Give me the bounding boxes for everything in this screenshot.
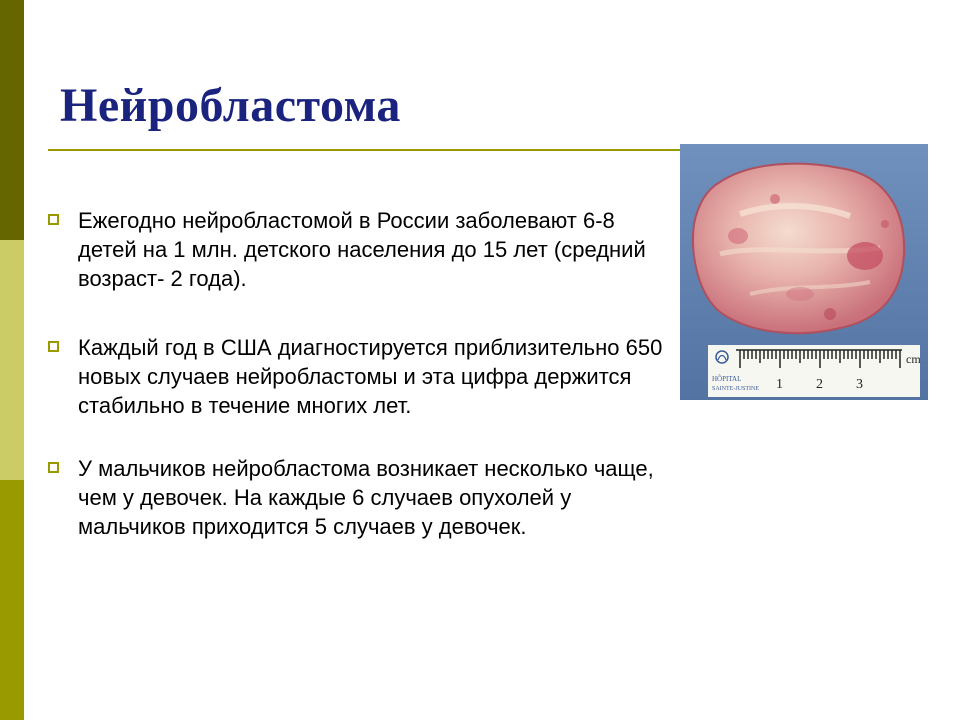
ruler: [708, 345, 921, 397]
watermark-line-1: HÔPITAL: [712, 375, 742, 383]
watermark-line-2: SAINTE-JUSTINE: [712, 386, 759, 392]
side-stripe-bottom: [0, 480, 24, 720]
bullet-text: Ежегодно нейробластомой в России заболевают 6-8 детей на 1 млн. детского населения до 15 лет (средний возраст- 2 года).: [78, 208, 646, 291]
square-bullet-icon: [48, 214, 59, 225]
title-underline: [48, 149, 688, 151]
bullet-item: [44, 206, 664, 293]
ruler-number-1: 1: [776, 377, 783, 392]
square-bullet-icon: [48, 462, 59, 473]
side-stripe-top: [0, 0, 24, 240]
tumor-specimen-photo: [680, 144, 928, 400]
bullet-list: [44, 206, 664, 575]
ruler-number-3: 3: [856, 377, 863, 392]
ruler-number-2: 2: [816, 377, 823, 392]
ruler-unit-label: cm: [906, 352, 921, 366]
square-bullet-icon: [48, 341, 59, 352]
bullet-text: У мальчиков нейробластома возникает несколько чаще, чем у девочек. На каждые 6 случаев опухолей у мальчиков приходится 5 случаев у девочек.: [78, 456, 654, 539]
side-stripe-middle: [0, 240, 24, 480]
bullet-text: Каждый год в США диагностируется приблизительно 650 новых случаев нейробластомы и эта цифра держится стабильно в течение многих лет.: [78, 335, 663, 418]
bullet-item: [44, 454, 664, 541]
slide-title: Нейробластома: [60, 79, 401, 132]
bullet-item: [44, 333, 664, 420]
tumor-tissue: [693, 164, 904, 334]
